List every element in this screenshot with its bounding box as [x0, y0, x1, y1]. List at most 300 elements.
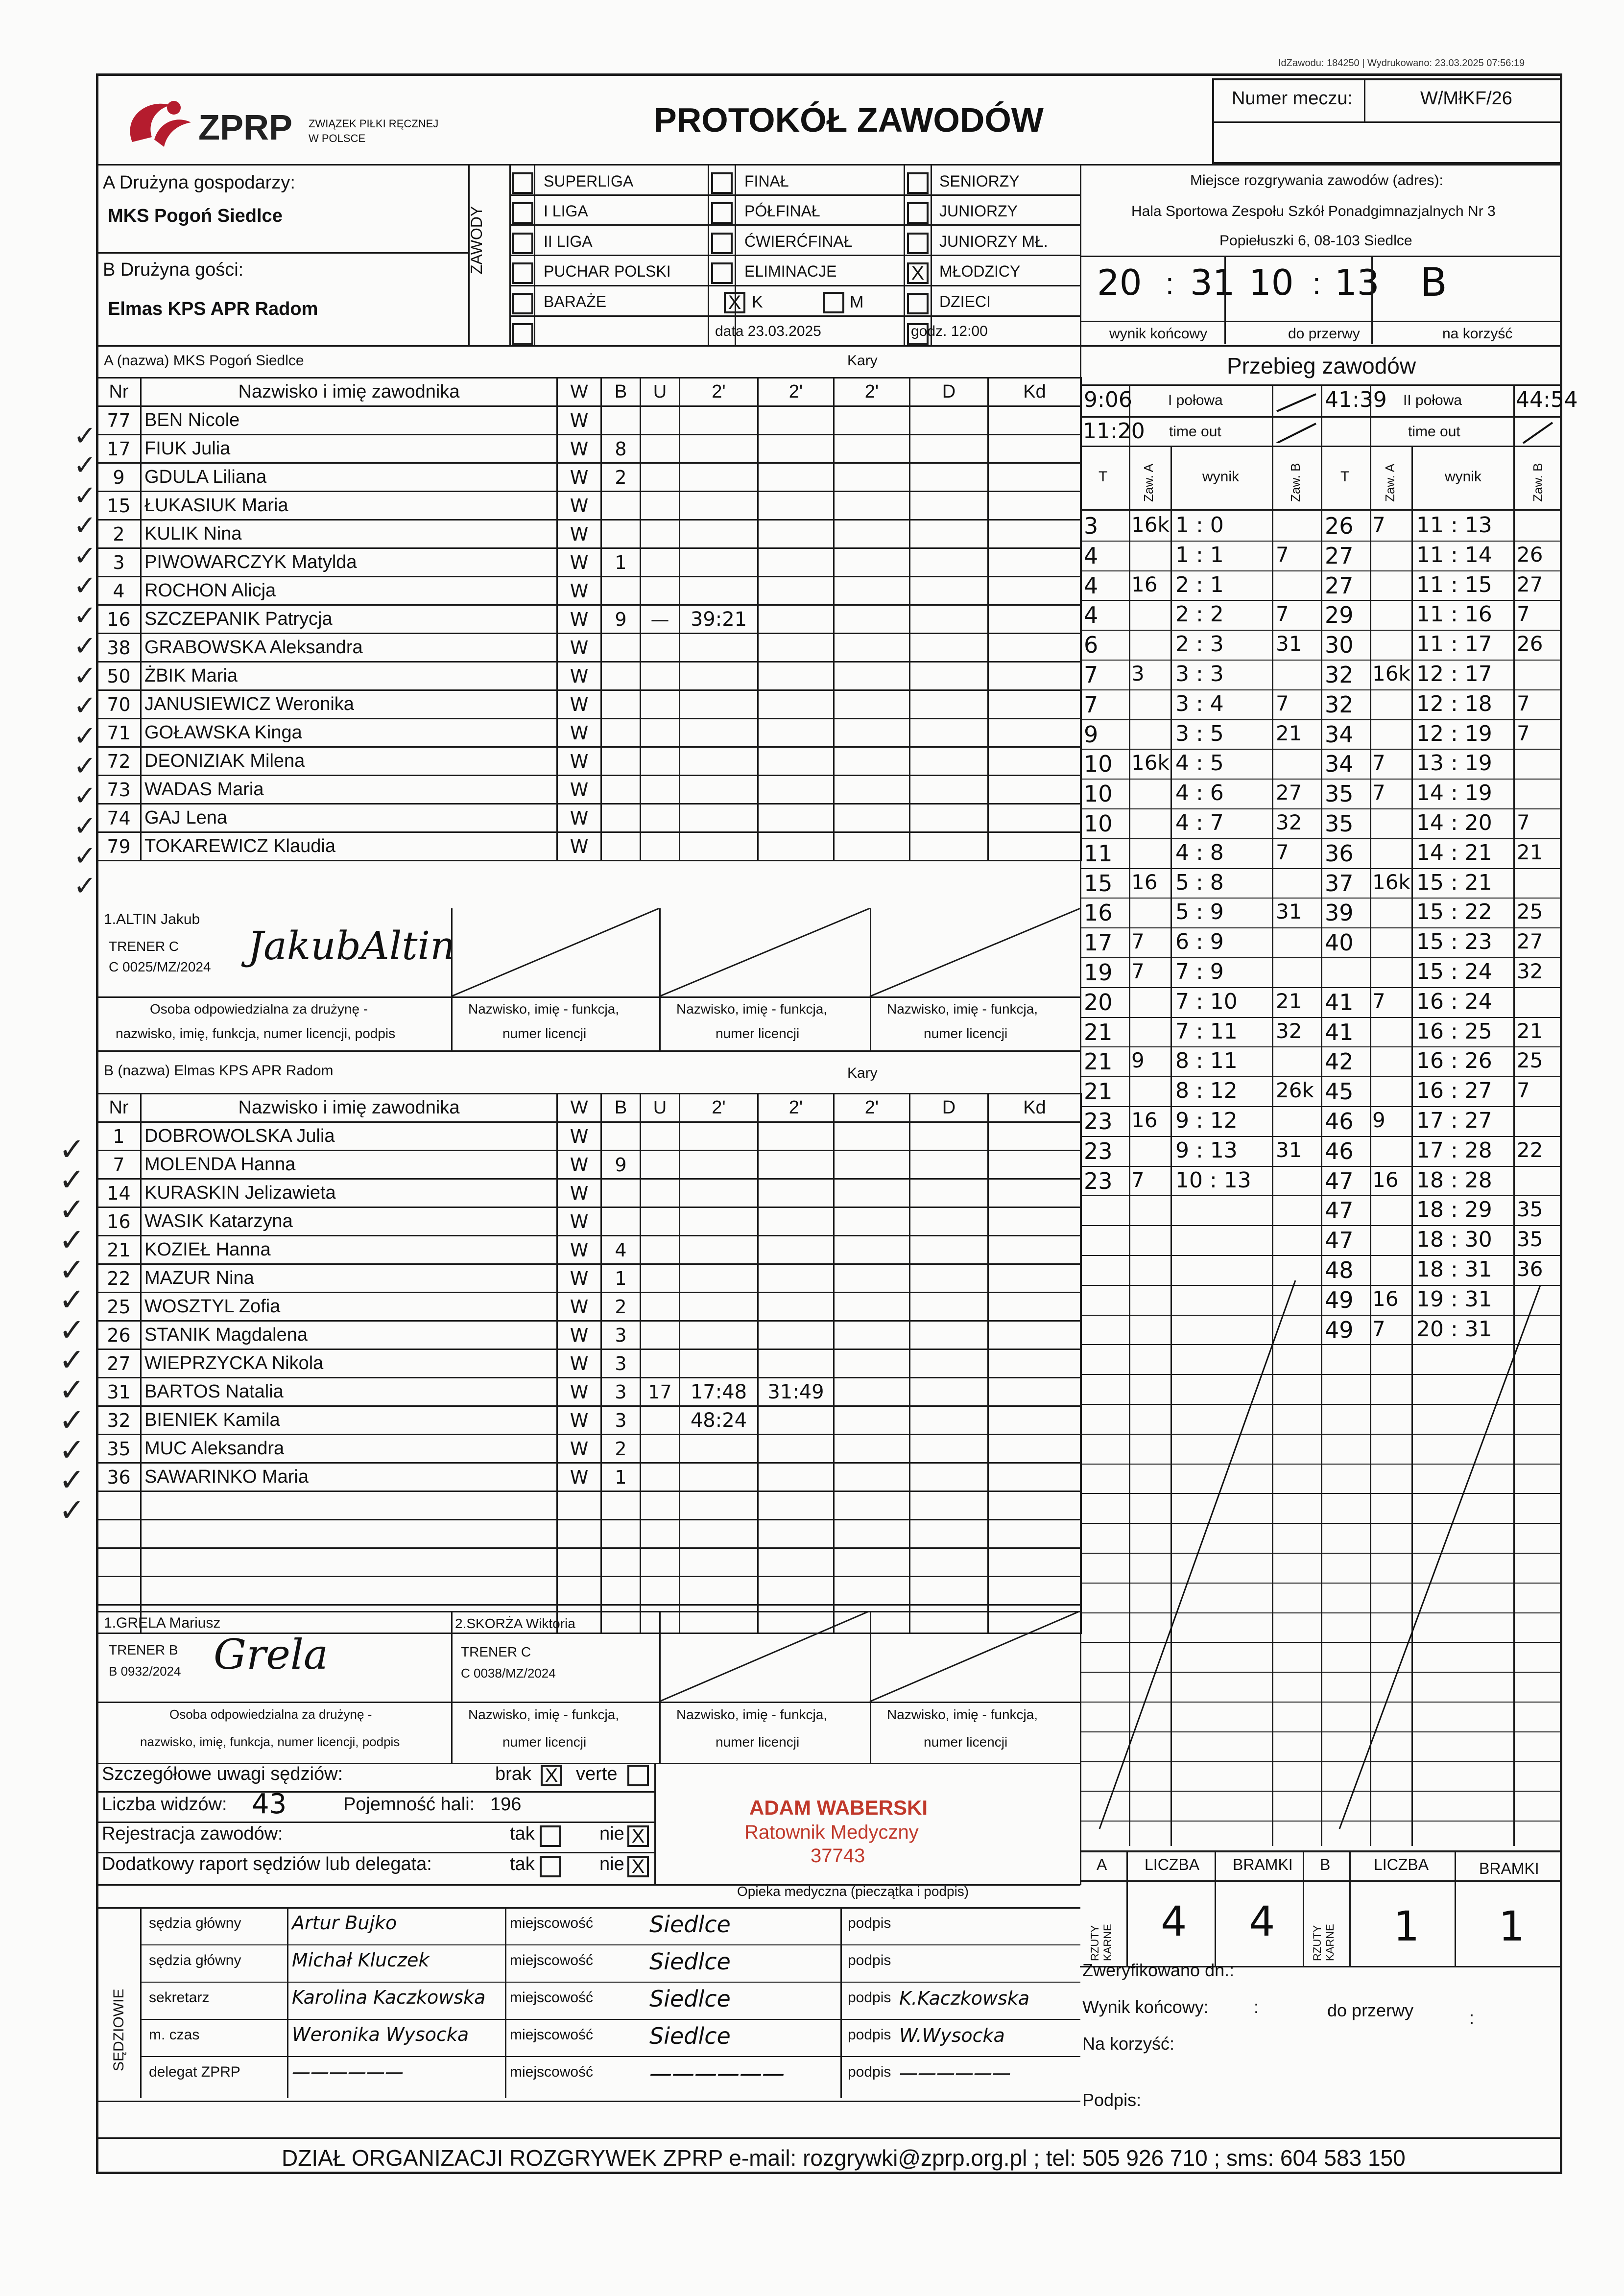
course-player-b: 7: [1517, 691, 1530, 715]
responsible-label-b2: nazwisko, imię, funkcja, numer licencji, podpis: [140, 1734, 400, 1749]
course-time: 46: [1325, 1138, 1354, 1164]
penalty-d: [910, 463, 988, 492]
player-u: [641, 1463, 680, 1491]
player-w: W: [557, 463, 601, 492]
penalty-2min-1: 39:21: [680, 605, 758, 634]
penalty-2min-1: [680, 1435, 758, 1463]
verified-colon-1: :: [1254, 1997, 1259, 2017]
official-place: Siedlce: [649, 1986, 731, 2012]
staff-a-licence: C 0025/MZ/2024: [109, 959, 211, 974]
player-w: W: [557, 1264, 601, 1293]
penalty-2min-1: [680, 435, 758, 463]
player-w: [557, 1520, 601, 1548]
course-score: 9 : 13: [1175, 1138, 1238, 1163]
penalty-d: [910, 804, 988, 832]
penalty-d: [910, 1207, 988, 1236]
player-w: W: [557, 776, 601, 804]
other-label-a1b: numer licencji: [502, 1026, 587, 1041]
player-u: 17: [641, 1378, 680, 1406]
staff-a-signature: JakubAltin: [248, 923, 455, 969]
sign-label: podpis: [848, 1915, 891, 1931]
penalty-2min-2: [758, 435, 834, 463]
comp-checkbox-extra[interactable]: [512, 323, 533, 345]
penalty-d: [910, 605, 988, 634]
player-w: W: [557, 690, 601, 719]
staff-b-name2: 2.SKORŻA Wiktoria: [455, 1616, 575, 1631]
penalty-d: [910, 1349, 988, 1378]
penalty-d: [910, 406, 988, 435]
penalty-2min-2: [758, 1179, 834, 1207]
comp-label-4: BARAŻE: [544, 293, 607, 310]
penalty-d: [910, 1236, 988, 1264]
check-mark-icon: ✓: [73, 420, 96, 451]
responsible-label-a: Osoba odpowiedzialna za drużynę -: [150, 1001, 368, 1017]
penalty-2min-1: [680, 1151, 758, 1179]
category-checkbox-2[interactable]: [907, 233, 929, 254]
course-player-a: 7: [1372, 781, 1385, 805]
penalty-2min-3: [834, 1520, 910, 1548]
course-player-b: 22: [1517, 1138, 1543, 1162]
penalty-2min-3: [834, 804, 910, 832]
player-nr: 17: [97, 435, 141, 463]
col-d: D: [910, 378, 988, 406]
player-w: W: [557, 1378, 601, 1406]
penalty-2min-1: [680, 1264, 758, 1293]
team-a-header: A (nazwa) MKS Pogoń Siedlce: [104, 353, 304, 369]
check-mark-icon: ✓: [73, 720, 96, 751]
penalty-d: [910, 520, 988, 548]
course-score: 18 : 29: [1416, 1197, 1492, 1222]
course-player-b: 32: [1517, 959, 1543, 983]
penalty-2min-3: [834, 1548, 910, 1577]
player-b: 8: [601, 435, 641, 463]
staff-b-role2: TRENER C: [461, 1644, 531, 1659]
course-player-a: 7: [1372, 989, 1385, 1013]
player-row: [97, 1520, 1081, 1548]
comp-label-1: I LIGA: [544, 202, 588, 220]
pt-count-label-a: LICZBA: [1145, 1856, 1200, 1873]
print-info: IdZawodu: 184250 | Wydrukowano: 23.03.2025 07:56:19: [1278, 58, 1525, 69]
category-checkbox-0[interactable]: [907, 172, 929, 194]
player-w: W: [557, 605, 601, 634]
penalty-kd: [988, 1406, 1081, 1435]
venue-line2: Popiełuszki 6, 08-103 Siedlce: [1219, 233, 1412, 249]
course-score: 1 : 0: [1175, 513, 1224, 538]
verified-label: Zweryfikowano dn.:: [1082, 1960, 1235, 1980]
course-score: 4 : 7: [1175, 810, 1224, 835]
player-u: [641, 832, 680, 861]
course-score: 2 : 3: [1175, 632, 1224, 657]
comp-checkbox-1[interactable]: [512, 202, 533, 224]
extra-report-label: Dodatkowy raport sędziów lub delegata:: [102, 1854, 432, 1874]
penalty-throws: [1080, 1851, 1562, 1966]
final-score-home: 20: [1097, 262, 1142, 303]
course-player-b: 31: [1276, 899, 1302, 923]
penalty-2min-1: [680, 804, 758, 832]
course-time: 11: [1084, 840, 1113, 867]
penalty-2min-3: [834, 435, 910, 463]
player-name: WASIK Katarzyna: [141, 1207, 557, 1236]
player-w: W: [557, 1435, 601, 1463]
penalty-2min-3: [834, 776, 910, 804]
player-u: [641, 634, 680, 662]
player-b: 3: [601, 1349, 641, 1378]
course-score: 2 : 1: [1175, 572, 1224, 597]
first-timeout: 11:20: [1083, 419, 1145, 444]
category-checkbox-4[interactable]: [907, 293, 929, 314]
course-time: 15: [1084, 870, 1113, 897]
verified-half: do przerwy: [1327, 2000, 1414, 2020]
category-checkbox-3[interactable]: X: [907, 262, 929, 284]
col-t-right: T: [1340, 469, 1350, 485]
player-row: [97, 577, 1081, 605]
category-checkbox-1[interactable]: [907, 202, 929, 224]
official-signature: ——————: [899, 2062, 1011, 2083]
extra-report-tak-checkbox[interactable]: [540, 1856, 561, 1877]
check-mark-icon: ✓: [73, 690, 96, 721]
course-score: 10 : 13: [1175, 1168, 1251, 1193]
course-player-a: 16: [1372, 1168, 1399, 1192]
col-2min-1: 2': [680, 378, 758, 406]
penalty-2min-2: [758, 1435, 834, 1463]
penalty-kd: [988, 747, 1081, 776]
penalty-2min-1: [680, 463, 758, 492]
player-w: [557, 1577, 601, 1605]
verified-winner: Na korzyść:: [1082, 2034, 1175, 2054]
player-name: [141, 1491, 557, 1520]
penalty-d: [910, 1548, 988, 1577]
check-mark-icon: ✓: [73, 600, 96, 631]
penalty-2min-3: [834, 1264, 910, 1293]
course-score: 18 : 28: [1416, 1168, 1492, 1193]
player-name: ŁUKASIUK Maria: [141, 492, 557, 520]
course-player-b: 36: [1517, 1257, 1543, 1281]
player-row: [97, 662, 1081, 690]
player-name: PIWOWARCZYK Matylda: [141, 548, 557, 577]
course-player-b: 21: [1276, 989, 1302, 1013]
check-mark-icon: ✓: [73, 630, 96, 661]
penalty-2min-2: [758, 1321, 834, 1349]
half-score-home: 10: [1249, 262, 1294, 303]
course-score: 4 : 5: [1175, 751, 1224, 776]
col-name: Nazwisko i imię zawodnika: [141, 378, 557, 406]
extra-report-nie: nie: [599, 1854, 624, 1874]
check-mark-icon: ✓: [59, 1222, 85, 1257]
responsible-label-b: Osoba odpowiedzialna za drużynę -: [169, 1707, 372, 1722]
match-number: W/MłKF/26: [1420, 88, 1512, 109]
penalty-2min-3: [834, 747, 910, 776]
course-player-b: 31: [1276, 1138, 1302, 1162]
colon: :: [1166, 267, 1174, 300]
round-checkbox-3[interactable]: [711, 262, 733, 284]
penalty-d: [910, 1321, 988, 1349]
penalty-kd: [988, 1122, 1081, 1151]
course-time: 41: [1325, 989, 1354, 1016]
pt-goals-label-b: BRAMKI: [1479, 1860, 1539, 1877]
round-checkbox-0[interactable]: [711, 172, 733, 194]
official-place: ——————: [649, 2060, 785, 2086]
course-score: 15 : 22: [1416, 899, 1492, 924]
course-time: 4: [1084, 543, 1099, 569]
course-time: 21: [1084, 1078, 1113, 1105]
course-time: 19: [1084, 959, 1113, 986]
course-player-a: 16k: [1372, 662, 1410, 686]
m-checkbox[interactable]: [823, 292, 844, 313]
penalty-2min-1: [680, 1577, 758, 1605]
course-score: 17 : 27: [1416, 1108, 1492, 1133]
player-w: [557, 1491, 601, 1520]
pt-a: A: [1097, 1856, 1107, 1873]
timeout-label-1: time out: [1169, 424, 1221, 440]
match-number-label: Numer meczu:: [1232, 88, 1353, 109]
player-w: W: [557, 577, 601, 605]
player-nr: 35: [97, 1435, 141, 1463]
player-w: W: [557, 492, 601, 520]
course-time: 7: [1084, 691, 1099, 718]
player-b: [601, 406, 641, 435]
comp-checkbox-3[interactable]: [512, 262, 533, 284]
player-row: [97, 1378, 1081, 1406]
player-w: W: [557, 1151, 601, 1179]
course-player-b: 7: [1276, 543, 1289, 567]
col-zaw-a-right: Zaw. A: [1383, 463, 1397, 502]
course-score: 15 : 24: [1416, 959, 1492, 984]
sign-label: podpis: [848, 1952, 891, 1968]
player-u: [641, 1264, 680, 1293]
course-time: 6: [1084, 632, 1099, 658]
penalty-d: [910, 747, 988, 776]
course-score: 5 : 8: [1175, 870, 1224, 895]
course-player-a: 7: [1372, 1317, 1385, 1341]
other-label-b3: Nazwisko, imię - funkcja,: [887, 1707, 1038, 1722]
round-checkbox-1[interactable]: [711, 202, 733, 224]
penalty-2min-3: [834, 463, 910, 492]
comp-label-0: SUPERLIGA: [544, 172, 634, 190]
check-mark-icon: ✓: [73, 510, 96, 541]
penalty-kd: [988, 1151, 1081, 1179]
course-time: 45: [1325, 1078, 1354, 1105]
registration-label: Rejestracja zawodów:: [102, 1823, 283, 1844]
player-nr: 36: [97, 1463, 141, 1491]
course-score: 11 : 17: [1416, 632, 1492, 657]
player-b: [601, 776, 641, 804]
col-nr-b: Nr: [97, 1094, 141, 1122]
course-time: 27: [1325, 543, 1354, 569]
penalty-2min-2: 31:49: [758, 1378, 834, 1406]
verte-checkbox[interactable]: [627, 1765, 649, 1786]
course-score: 1 : 1: [1175, 543, 1224, 568]
player-u: [641, 1548, 680, 1577]
player-name: KOZIEŁ Hanna: [141, 1236, 557, 1264]
stamp-role: Ratownik Medyczny: [744, 1822, 919, 1843]
course-player-b: 7: [1517, 1078, 1530, 1102]
check-mark-icon: ✓: [73, 540, 96, 571]
player-b: [601, 1520, 641, 1548]
course-player-a: 7: [1372, 751, 1385, 775]
player-row: [97, 520, 1081, 548]
officials: [96, 1907, 1080, 2103]
player-u: [641, 1293, 680, 1321]
course-score: 12 : 18: [1416, 691, 1492, 716]
penalty-2min-2: [758, 832, 834, 861]
course-time: 21: [1084, 1048, 1113, 1075]
verified-signature: Podpis:: [1082, 2090, 1142, 2110]
player-b: 2: [601, 463, 641, 492]
comp-checkbox-4[interactable]: [512, 293, 533, 314]
course-time: 30: [1325, 632, 1354, 658]
round-label-3: ELIMINACJE: [744, 262, 837, 280]
brak-label: brak: [495, 1764, 531, 1784]
player-row: [97, 435, 1081, 463]
registration-nie-checkbox[interactable]: X: [627, 1825, 649, 1847]
check-mark-icon: ✓: [59, 1372, 85, 1407]
penalty-2min-2: [758, 577, 834, 605]
penalty-kd: [988, 1463, 1081, 1491]
col-w: W: [557, 378, 601, 406]
penalty-d: [910, 577, 988, 605]
penalty-2min-3: [834, 492, 910, 520]
col-nr: Nr: [97, 378, 141, 406]
course-time: 27: [1325, 572, 1354, 599]
other-label-a3: Nazwisko, imię - funkcja,: [887, 1001, 1038, 1017]
player-b: [601, 1179, 641, 1207]
player-row: [97, 719, 1081, 747]
course-score: 18 : 31: [1416, 1257, 1492, 1282]
player-nr: 73: [97, 776, 141, 804]
player-u: [641, 520, 680, 548]
penalty-2min-3: [834, 832, 910, 861]
course-time: 46: [1325, 1108, 1354, 1135]
course-time: 10: [1084, 751, 1113, 777]
penalty-d: [910, 719, 988, 747]
comp-checkbox-0[interactable]: [512, 172, 533, 194]
course-score: 11 : 13: [1416, 513, 1492, 538]
penalty-kd: [988, 1349, 1081, 1378]
comp-checkbox-2[interactable]: [512, 233, 533, 254]
official-role: sędzia główny: [149, 1952, 241, 1968]
player-name: GAJ Lena: [141, 804, 557, 832]
course-time: 49: [1325, 1287, 1354, 1313]
round-checkbox-2[interactable]: [711, 233, 733, 254]
player-b: 4: [601, 1236, 641, 1264]
penalty-kd: [988, 406, 1081, 435]
course-time: 36: [1325, 840, 1354, 867]
player-w: W: [557, 1463, 601, 1491]
half-score-away: 13: [1335, 262, 1380, 303]
player-name: ŻBIK Maria: [141, 662, 557, 690]
player-w: W: [557, 1122, 601, 1151]
course-time: 4: [1084, 572, 1099, 599]
check-mark-icon: ✓: [59, 1192, 85, 1227]
team-b-staff: [96, 1611, 1080, 1763]
col-zaw-b-left: Zaw. B: [1288, 463, 1303, 502]
course-player-b: 32: [1276, 1019, 1302, 1043]
course-score: 7 : 10: [1175, 989, 1238, 1014]
penalty-2min-1: [680, 1236, 758, 1264]
col-name-b: Nazwisko i imię zawodnika: [141, 1094, 557, 1122]
final-label: wynik końcowy: [1109, 326, 1208, 342]
player-nr: 9: [97, 463, 141, 492]
penalty-2min-3: [834, 662, 910, 690]
check-mark-icon: ✓: [73, 780, 96, 811]
registration-tak-checkbox[interactable]: [540, 1825, 561, 1847]
staff-a-name: 1.ALTIN Jakub: [104, 911, 200, 927]
penalty-2min-2: [758, 1236, 834, 1264]
player-w: W: [557, 1406, 601, 1435]
capacity: 196: [490, 1794, 522, 1815]
brak-checkbox[interactable]: X: [541, 1765, 562, 1786]
final-score-away: 31: [1190, 262, 1235, 303]
player-nr: 31: [97, 1378, 141, 1406]
official-role: m. czas: [149, 2027, 200, 2043]
team-b-header: B (nazwa) Elmas KPS APR Radom: [104, 1063, 334, 1079]
course-time: 23: [1084, 1138, 1113, 1164]
match-time: godz. 12:00: [911, 323, 988, 339]
k-checkbox[interactable]: X: [724, 292, 745, 313]
player-nr: 79: [97, 832, 141, 861]
course-score: 6 : 9: [1175, 929, 1224, 954]
first-half-label: I połowa: [1168, 392, 1223, 408]
penalty-kd: [988, 1378, 1081, 1406]
other-label-a2: Nazwisko, imię - funkcja,: [676, 1001, 828, 1017]
player-name: FIUK Julia: [141, 435, 557, 463]
pt-a-goals: 4: [1249, 1897, 1275, 1945]
player-nr: 4: [97, 577, 141, 605]
player-row: [97, 1548, 1081, 1577]
player-nr: [97, 1548, 141, 1577]
player-w: W: [557, 1349, 601, 1378]
pt-count-label-b: LICZBA: [1374, 1856, 1429, 1873]
penalty-d: [910, 492, 988, 520]
course-player-b: 7: [1276, 691, 1289, 715]
penalty-kd: [988, 719, 1081, 747]
penalty-2min-2: [758, 463, 834, 492]
course-time: 32: [1325, 691, 1354, 718]
penalty-kd: [988, 1577, 1081, 1605]
penalty-2min-2: [758, 747, 834, 776]
penalty-2min-2: [758, 1264, 834, 1293]
check-mark-icon: ✓: [59, 1462, 85, 1497]
match-course: [1080, 384, 1578, 1873]
player-w: W: [557, 662, 601, 690]
penalty-2min-1: [680, 776, 758, 804]
extra-report-nie-checkbox[interactable]: X: [627, 1856, 649, 1877]
player-u: [641, 406, 680, 435]
category-label-3: MŁODZICY: [939, 262, 1021, 280]
player-row: [97, 463, 1081, 492]
course-player-a: 9: [1131, 1048, 1145, 1072]
player-b: [601, 1577, 641, 1605]
course-time: 7: [1084, 662, 1099, 688]
penalty-kd: [988, 832, 1081, 861]
penalty-kd: [988, 804, 1081, 832]
course-player-b: 26: [1517, 632, 1543, 656]
penalty-2min-1: [680, 492, 758, 520]
check-mark-icon: ✓: [73, 660, 96, 691]
player-row: [97, 1236, 1081, 1264]
check-mark-icon: ✓: [73, 480, 96, 511]
col-w-b: W: [557, 1094, 601, 1122]
player-b: [601, 662, 641, 690]
player-row: [97, 1435, 1081, 1463]
player-u: [641, 662, 680, 690]
penalty-d: [910, 1491, 988, 1520]
player-u: [641, 1207, 680, 1236]
penalty-d: [910, 776, 988, 804]
course-time: 35: [1325, 810, 1354, 837]
second-half-label: II połowa: [1403, 392, 1462, 408]
responsible-label-a2: nazwisko, imię, funkcja, numer licencji, podpis: [116, 1026, 396, 1041]
